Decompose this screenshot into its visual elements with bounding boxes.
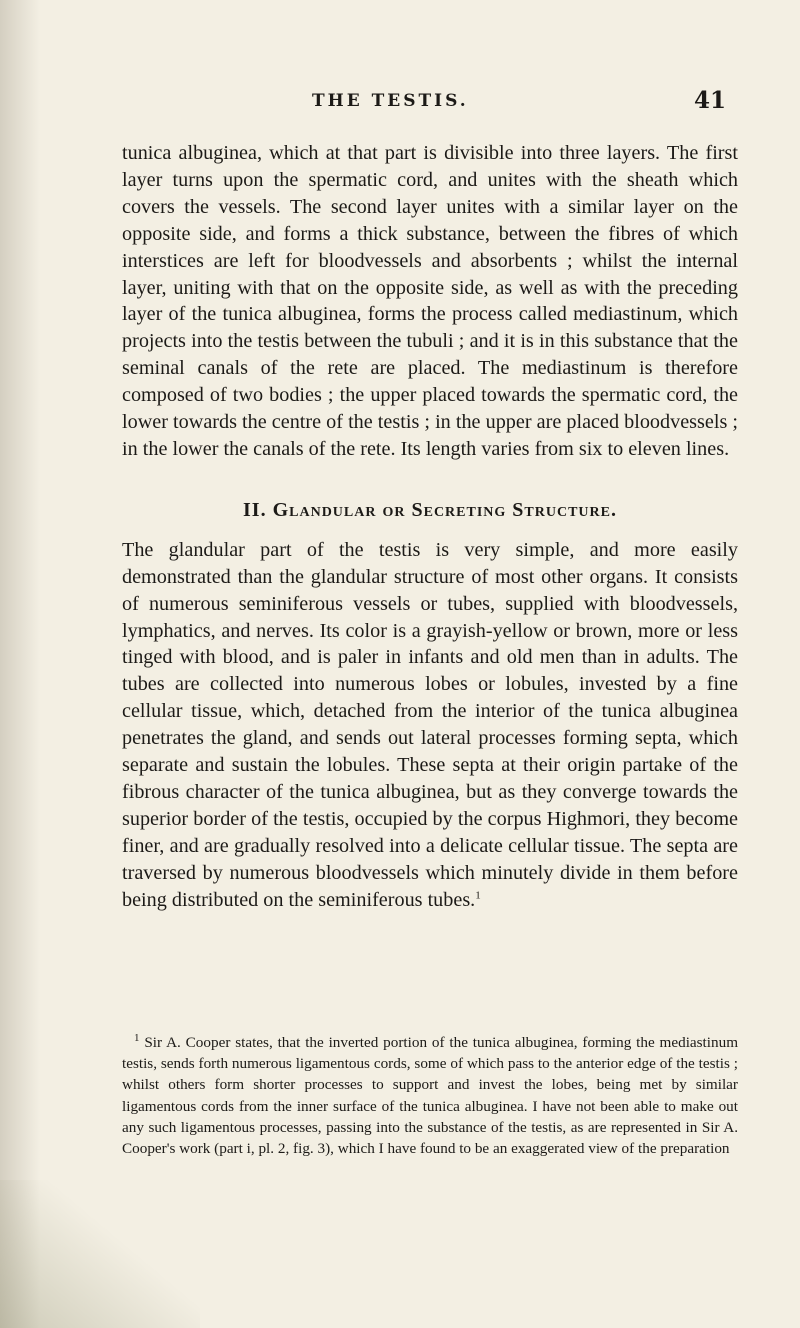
page-corner-stain	[0, 1180, 200, 1328]
page-number: 41	[694, 87, 727, 114]
page-gutter-shadow	[0, 0, 40, 1328]
footnote	[122, 1032, 738, 1159]
footnote-marker: 1	[134, 1031, 140, 1044]
footnote-text: Sir A. Cooper states, that the inverted portion of the tunica albuginea, forming the mediastinum testis, sends forth numerous ligamentous cords, some of which pass to the anterior edge of the testis ; whilst others form shorter processes to support and invest the lobes, being met by similar ligamentous cords from the inner surface of the tunica albuginea. I have not been able to make out any such ligamentous processes, passing into the substance of the testis, as are represented in Sir A. Cooper's work (part i, pl. 2, fig. 3), which I have found to be an exaggerated view of the preparation	[122, 1034, 739, 1158]
body-text	[122, 140, 738, 913]
page-header	[0, 87, 800, 121]
footnote-reference: 1	[475, 888, 481, 901]
paragraph-glandular-structure	[122, 537, 738, 914]
paragraph-glandular-text: The glandular part of the testis is very simple, and more easily demonstrated than the glandular structure of most other organs. It consists of numerous seminiferous vessels or tubes, supplied with bloodvessels, lymphatics, and nerves. Its color is a grayish-yellow or brown, more or less tinged with blood, and is paler in infants and old men than in adults. The tubes are collected into numerous lobes or lobules, invested by a fine cellular tissue, which, detached from the interior of the tunica albuginea penetrates the gland, and sends out lateral processes forming septa, which separate and sustain the lobules. These septa at their origin partake of the fibrous character of the tunica albuginea, but as they converge towards the superior border of the testis, occupied by the corpus Highmori, they become finer, and are gradually resolved into a delicate cellular tissue. The septa are traversed by numerous bloodvessels which minutely divide in them before being distributed on the seminiferous tubes.	[122, 538, 738, 911]
paragraph-tunica-albuginea: tunica albuginea, which at that part is divisible into three layers. The first layer turns upon the spermatic cord, and unites with the sheath which covers the vessels. The second layer unites with a similar layer on the opposite side, and forms a thick substance, between the fibres of which interstices are left for bloodvessels and absorbents ; whilst the internal layer, uniting with that on the opposite side, as well as with the preceding layer of the tunica albuginea, forms the process called mediastinum, which projects into the testis between the tubuli ; and it is in this substance that the seminal canals of the rete are placed. The mediastinum is therefore composed of two bodies ; the upper placed towards the spermatic cord, the lower towards the centre of the testis ; in the upper are placed bloodvessels ; in the lower the canals of the rete. Its length varies from six to eleven lines.	[122, 142, 738, 460]
running-head: THE TESTIS.	[312, 91, 469, 111]
section-heading: II. Glandular or Secreting Structure.	[243, 498, 617, 521]
